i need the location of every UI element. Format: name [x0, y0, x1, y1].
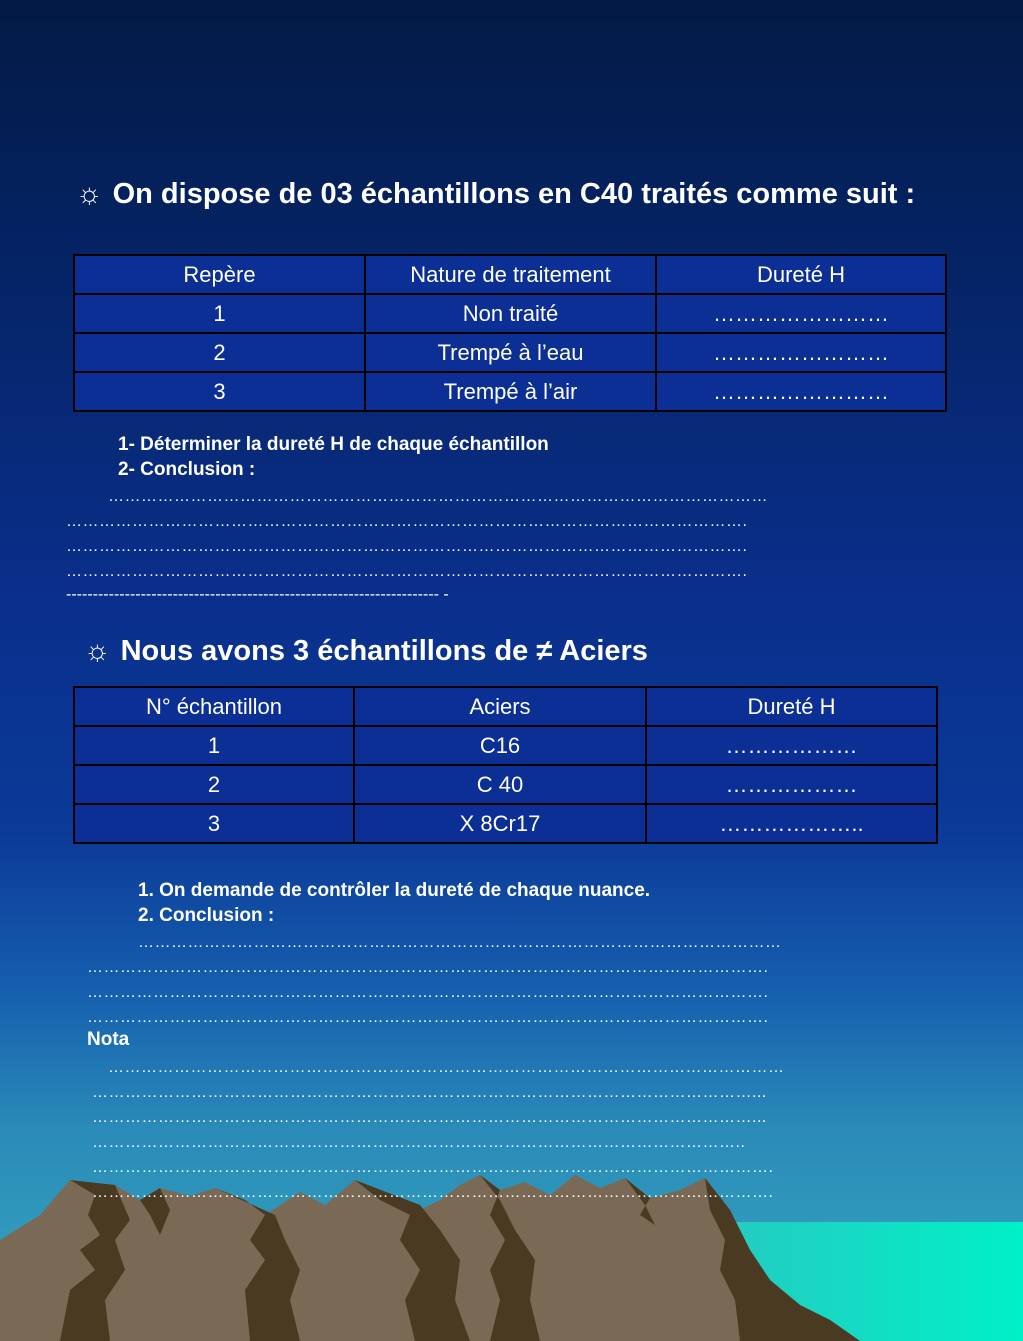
nota-line: …………………………………………………………………………………………………………...	[92, 1109, 767, 1126]
table-header-row	[74, 687, 937, 726]
nota-line: …………………………………………………………………………………………………………...	[92, 1084, 767, 1101]
section1-title-text: On dispose de 03 échantillons en C40 traités comme suit :	[112, 178, 916, 210]
table-row	[74, 765, 937, 804]
answer-line: …………………………………………………………………………………………………………….	[87, 1009, 769, 1026]
table-cell: 2	[74, 333, 365, 372]
table-cell: ……………………	[656, 372, 946, 411]
answer-line: …………………………………………………………………………………………………………….	[87, 959, 769, 976]
nota-line: ………………………………………………………………………………………………………..	[92, 1134, 746, 1151]
answer-line: …………………………………………………………………………………………………………….	[87, 984, 769, 1001]
table-cell: Trempé à l’eau	[365, 333, 656, 372]
header-durete: Dureté H	[646, 687, 937, 726]
table-cell: C 40	[354, 765, 646, 804]
dash-line: ---------------------------------------------------------------------- -	[66, 586, 449, 603]
table-cell: Non traité	[365, 294, 656, 333]
nota-line: …………………………………………………………………………………………………………….	[92, 1159, 774, 1176]
section2-title	[84, 635, 648, 668]
table-cell: ……………………	[656, 333, 946, 372]
answer-line: …………………………………………………………………………………………………………	[108, 488, 768, 505]
section1-title	[76, 178, 915, 211]
header-echantillon: N° échantillon	[74, 687, 354, 726]
table-row	[74, 804, 937, 843]
table-row	[74, 333, 946, 372]
steel-table	[73, 686, 938, 844]
table-row	[74, 372, 946, 411]
question-2: 2- Conclusion :	[118, 459, 256, 480]
sun-icon: ☼	[84, 635, 111, 667]
section2-title-text: Nous avons 3 échantillons de ≠ Aciers	[120, 635, 648, 667]
table-header-row	[74, 255, 946, 294]
answer-line: ………………………………………………………………………………………………………	[138, 934, 782, 951]
table-cell: 1	[74, 294, 365, 333]
table-row	[74, 294, 946, 333]
table-cell: ………………	[646, 765, 937, 804]
table-row	[74, 726, 937, 765]
answer-line: …………………………………………………………………………………………………………….	[66, 563, 748, 580]
header-durete: Dureté H	[656, 255, 946, 294]
table-cell: ………………..	[646, 804, 937, 843]
question-2: 2. Conclusion :	[138, 905, 275, 926]
table-cell: 3	[74, 804, 354, 843]
header-nature: Nature de traitement	[365, 255, 656, 294]
nota-line: ……………………………………………………………………………………………………………	[108, 1059, 785, 1076]
nota-label: Nota	[87, 1029, 130, 1050]
answer-line: …………………………………………………………………………………………………………….	[66, 513, 748, 530]
answer-line: …………………………………………………………………………………………………………….	[66, 538, 748, 555]
header-repere: Repère	[74, 255, 365, 294]
table-cell: ………………	[646, 726, 937, 765]
table-cell: 3	[74, 372, 365, 411]
treatment-table	[73, 254, 947, 412]
question-1: 1. On demande de contrôler la dureté de chaque nuance.	[138, 880, 651, 901]
table-cell: C16	[354, 726, 646, 765]
question-1: 1- Déterminer la dureté H de chaque échantillon	[118, 434, 549, 455]
table-cell: Trempé à l’air	[365, 372, 656, 411]
sun-icon: ☼	[76, 178, 103, 210]
table-cell: 2	[74, 765, 354, 804]
header-aciers: Aciers	[354, 687, 646, 726]
table-cell: 1	[74, 726, 354, 765]
table-cell: X 8Cr17	[354, 804, 646, 843]
table-cell: ……………………	[656, 294, 946, 333]
nota-line: …………………………………………………………………………………………………………….	[92, 1184, 774, 1201]
